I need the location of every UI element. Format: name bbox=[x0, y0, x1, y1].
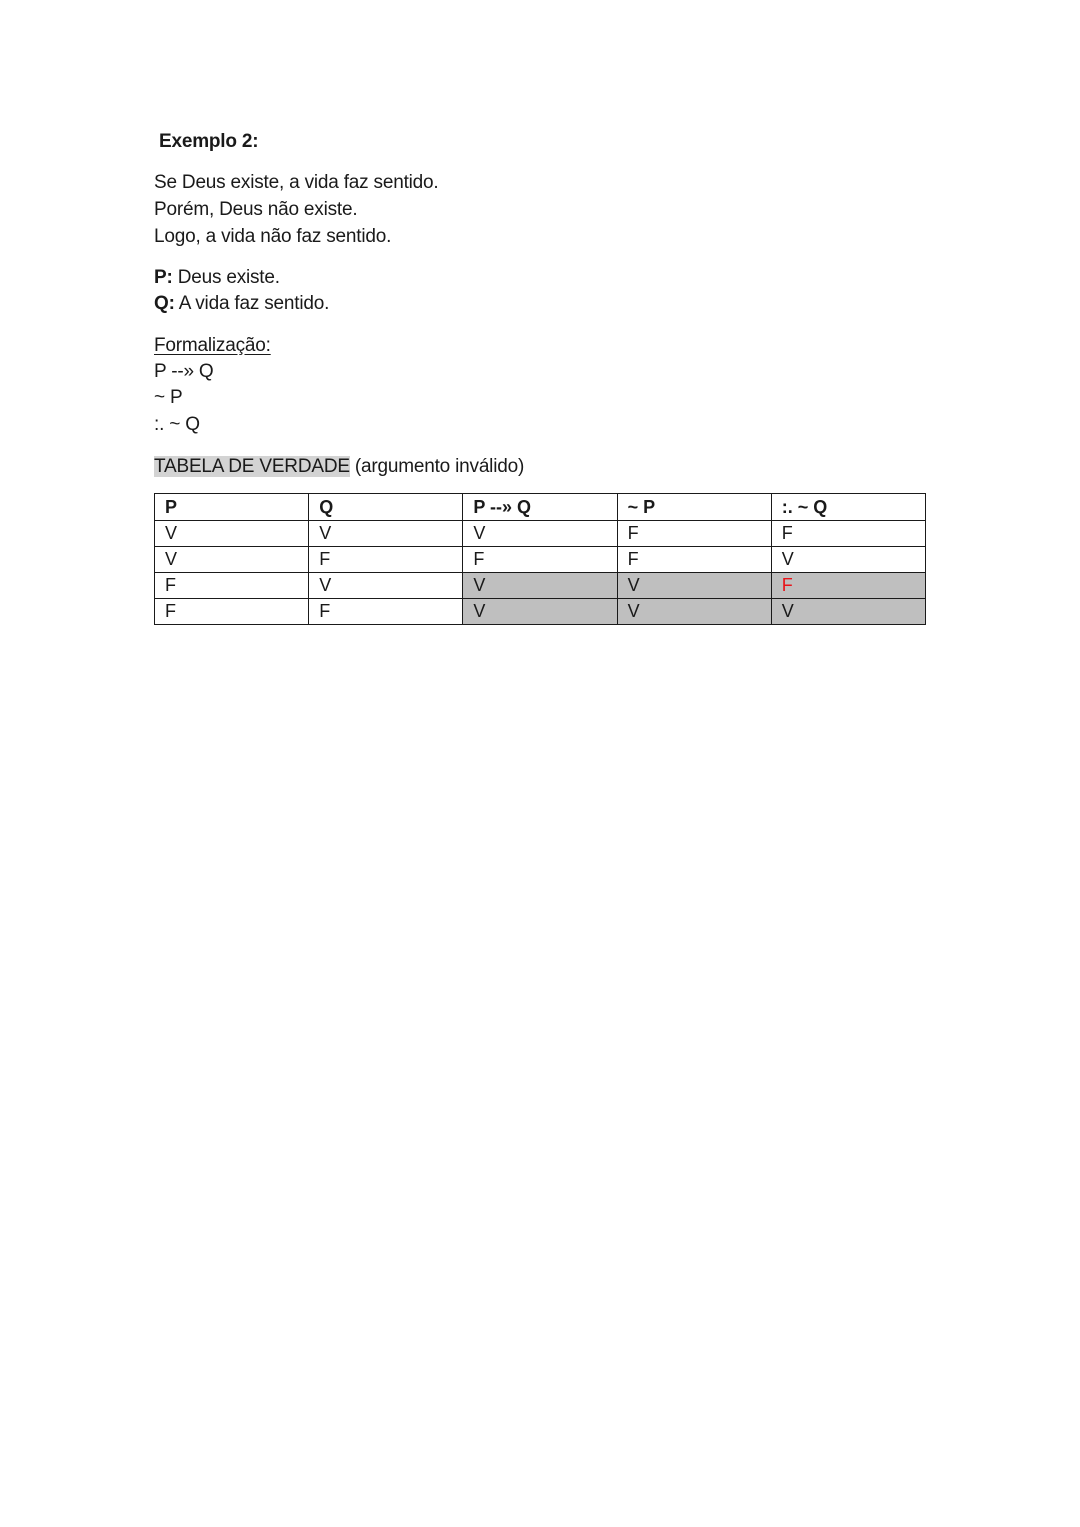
header-cell: Q bbox=[309, 494, 463, 521]
invalid-conclusion-cell: F bbox=[771, 573, 925, 599]
table-cell-shaded: V bbox=[617, 573, 771, 599]
header-cell: P bbox=[155, 494, 309, 521]
table-cell: V bbox=[155, 547, 309, 573]
table-cell: F bbox=[463, 547, 617, 573]
table-cell: F bbox=[617, 547, 771, 573]
proposition-p bbox=[154, 265, 280, 291]
example-title: Exemplo 2: bbox=[159, 131, 259, 152]
table-cell-shaded: V bbox=[463, 573, 617, 599]
argument-conclusion: Logo, a vida não faz sentido. bbox=[154, 226, 392, 247]
table-cell: V bbox=[155, 521, 309, 547]
formalization-heading: Formalização: bbox=[154, 335, 271, 356]
table-cell: F bbox=[309, 547, 463, 573]
proposition-p-label: P: bbox=[154, 267, 173, 288]
formalization-line-2: ~ P bbox=[154, 387, 183, 408]
header-cell: ~ P bbox=[617, 494, 771, 521]
table-row bbox=[155, 547, 926, 573]
proposition-p-text: Deus existe. bbox=[172, 267, 280, 288]
table-row bbox=[155, 521, 926, 547]
table-row-shaded bbox=[155, 599, 926, 625]
truth-table-heading-note: (argumento inválido) bbox=[349, 456, 525, 477]
proposition-q bbox=[154, 291, 329, 317]
table-row-shaded bbox=[155, 573, 926, 599]
truth-table-heading bbox=[154, 454, 524, 480]
truth-table bbox=[154, 493, 926, 625]
formalization-line-3: :. ~ Q bbox=[154, 414, 200, 435]
table-cell: V bbox=[309, 521, 463, 547]
table-cell: V bbox=[463, 521, 617, 547]
table-cell: F bbox=[617, 521, 771, 547]
table-cell-shaded: V bbox=[463, 599, 617, 625]
argument-premise-2: Porém, Deus não existe. bbox=[154, 199, 358, 220]
proposition-q-label: Q: bbox=[154, 293, 175, 314]
table-cell: V bbox=[309, 573, 463, 599]
header-cell: P --» Q bbox=[463, 494, 617, 521]
table-cell-shaded: V bbox=[617, 599, 771, 625]
table-header-row bbox=[155, 494, 926, 521]
table-cell: V bbox=[771, 547, 925, 573]
header-cell: :. ~ Q bbox=[771, 494, 925, 521]
table-cell-shaded: V bbox=[771, 599, 925, 625]
table-cell: F bbox=[771, 521, 925, 547]
argument-premise-1: Se Deus existe, a vida faz sentido. bbox=[154, 172, 439, 193]
table-cell: F bbox=[155, 573, 309, 599]
proposition-q-text: A vida faz sentido. bbox=[174, 293, 330, 314]
table-cell: F bbox=[309, 599, 463, 625]
truth-table-heading-highlighted: TABELA DE VERDADE bbox=[154, 456, 350, 477]
table-cell: F bbox=[155, 599, 309, 625]
formalization-line-1: P --» Q bbox=[154, 361, 214, 382]
